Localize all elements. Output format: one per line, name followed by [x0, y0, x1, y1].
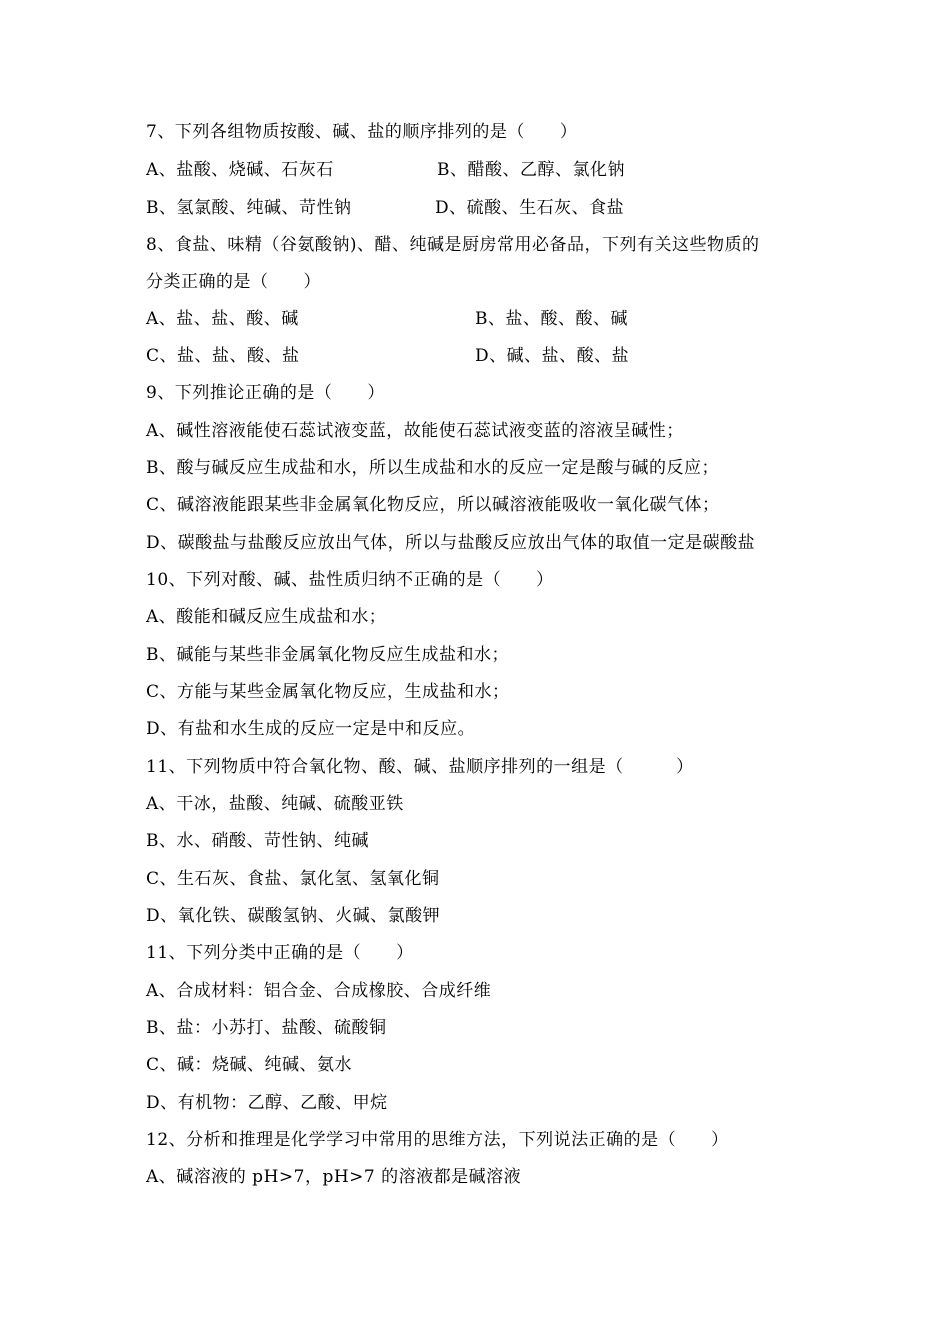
q11b-option-b: B、盐：小苏打、盐酸、硫酸铜	[146, 1018, 387, 1038]
q11a-stem: 11、下列物质中符合氧化物、酸、碱、盐顺序排列的一组是（ ）	[146, 757, 694, 777]
q8-option-d: D、碱、盐、酸、盐	[475, 346, 630, 366]
q7-option-d: D、硫酸、生石灰、食盐	[435, 198, 625, 218]
q10-option-a: A、酸能和碱反应生成盐和水；	[146, 607, 387, 627]
q11a-option-a: A、干冰，盐酸、纯碱、硫酸亚铁	[146, 794, 404, 814]
q10-option-d: D、有盐和水生成的反应一定是中和反应。	[146, 719, 476, 739]
q12-stem: 12、分析和推理是化学学习中常用的思维方法，下列说法正确的是（ ）	[146, 1130, 729, 1150]
q7-stem: 7、下列各组物质按酸、碱、盐的顺序排列的是（ ）	[146, 122, 578, 142]
q8-stem-line1: 8、食盐、味精（谷氨酸钠)、醋、纯碱是厨房常用必备品，下列有关这些物质的	[146, 235, 760, 255]
q8-stem-line2: 分类正确的是（ ）	[146, 272, 321, 292]
q7-option-c: B、氢氯酸、纯碱、苛性钠	[146, 198, 352, 218]
q11a-option-d: D、氧化铁、碳酸氢钠、火碱、氯酸钾	[146, 906, 441, 926]
q9-option-a: A、碱性溶液能使石蕊试液变蓝，故能使石蕊试液变蓝的溶液呈碱性；	[146, 421, 684, 441]
q8-option-b: B、盐、酸、酸、碱	[475, 309, 628, 329]
q10-stem: 10、下列对酸、碱、盐性质归纳不正确的是（ ）	[146, 570, 554, 590]
q9-option-b: B、酸与碱反应生成盐和水，所以生成盐和水的反应一定是酸与碱的反应；	[146, 458, 719, 478]
q9-option-c: C、碱溶液能跟某些非金属氧化物反应，所以碱溶液能吸收一氧化碳气体；	[146, 495, 720, 515]
q11a-option-b: B、水、硝酸、苛性钠、纯碱	[146, 831, 369, 851]
q8-option-a: A、盐、盐、酸、碱	[146, 309, 299, 329]
q10-option-c: C、方能与某些金属氧化物反应，生成盐和水；	[146, 682, 510, 702]
q11a-option-c: C、生石灰、食盐、氯化氢、氢氧化铜	[146, 869, 440, 889]
q11b-option-d: D、有机物：乙醇、乙酸、甲烷	[146, 1093, 388, 1113]
q7-option-a: A、盐酸、烧碱、石灰石	[146, 160, 334, 180]
q8-option-c: C、盐、盐、酸、盐	[146, 346, 300, 366]
q11b-option-a: A、合成材料：铝合金、合成橡胶、合成纤维	[146, 981, 492, 1001]
q9-stem: 9、下列推论正确的是（ ）	[146, 383, 385, 403]
q10-option-b: B、碱能与某些非金属氧化物反应生成盐和水；	[146, 645, 509, 665]
q12-option-a: A、碱溶液的 pH>7，pH>7 的溶液都是碱溶液	[146, 1167, 522, 1187]
q11b-stem: 11、下列分类中正确的是（ ）	[146, 943, 414, 963]
q11b-option-c: C、碱：烧碱、纯碱、氨水	[146, 1055, 353, 1075]
q7-option-b: B、醋酸、乙醇、氯化钠	[437, 160, 625, 180]
q9-option-d: D、碳酸盐与盐酸反应放出气体，所以与盐酸反应放出气体的取值一定是碳酸盐	[146, 533, 756, 553]
